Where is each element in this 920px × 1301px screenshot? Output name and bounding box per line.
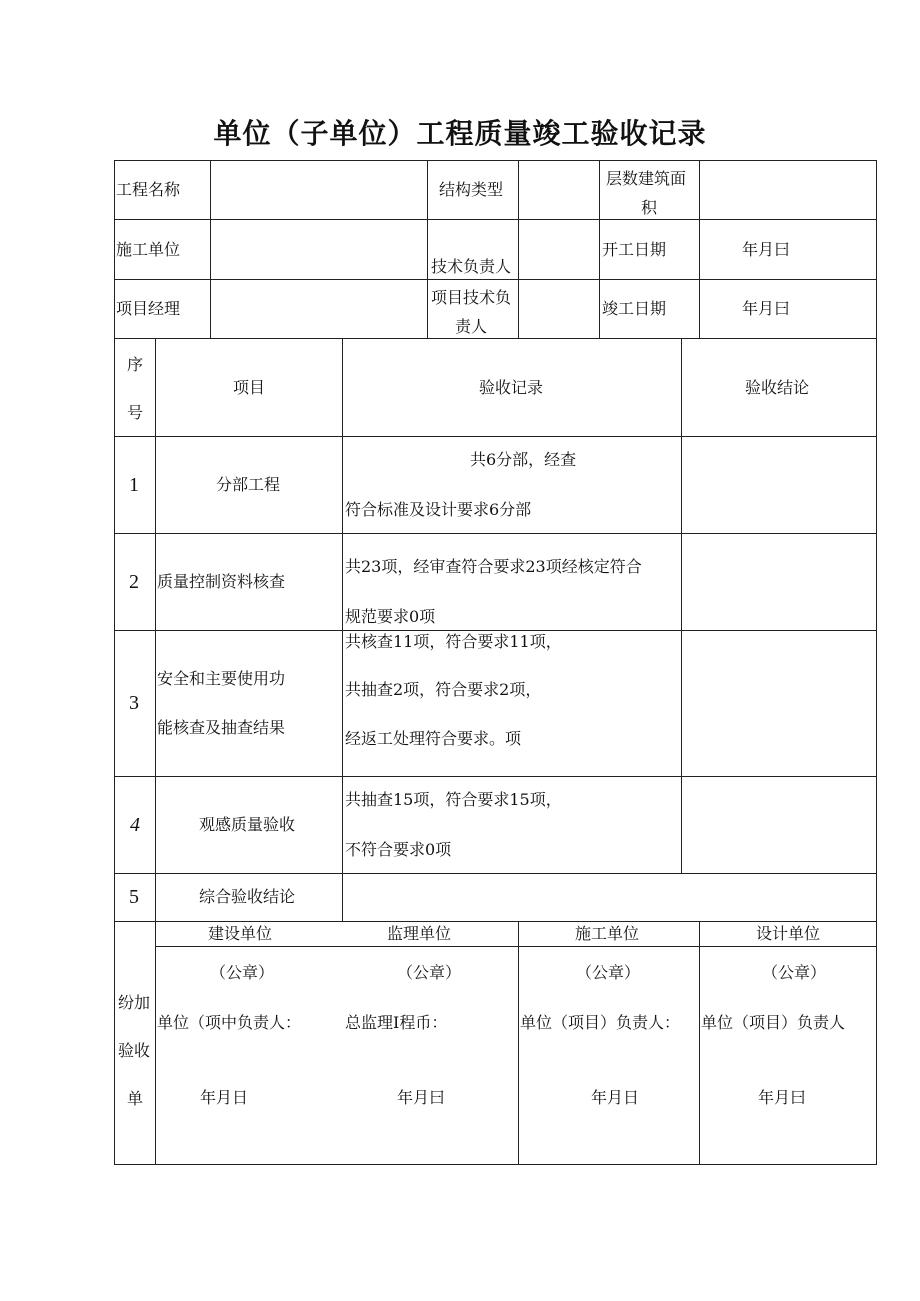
grid-line [599,160,600,338]
construction-unit-label: 施工单位 [116,240,181,259]
grid-line [518,921,519,1165]
completion-date-label: 竣工日期 [602,299,667,318]
row-record-line: 符合标准及设计要求6分部 [345,500,532,519]
row-item: 分部工程 [216,475,281,494]
row-item: 观感质量验收 [199,815,296,834]
grid-line [114,630,877,631]
grid-line [518,160,519,338]
floors-area-label-line2: 积 [641,198,658,217]
project-name-label: 工程名称 [116,180,181,199]
grid-line [114,436,877,437]
unit-name: 设计单位 [756,924,821,943]
completion-date-value: 年月曰 [742,299,791,318]
unit-responsible-person: 单位（项目）负责人 [701,1013,846,1032]
row-item-line: 安全和主要使用功 [157,669,286,688]
item-header: 项目 [233,378,266,397]
signoff-side-label-line2: 验收 [118,1041,151,1060]
row-number: 4 [130,814,140,836]
row-record-line: 共抽查2项，符合要求2项， [345,680,542,699]
signoff-side-label-line3: 单 [127,1089,144,1108]
project-tech-lead-label-line2: 责人 [455,317,488,336]
grid-line [699,160,700,338]
unit-date: 年月曰 [397,1088,446,1107]
start-date-label: 开工日期 [602,240,667,259]
grid-line [114,776,877,777]
grid-line [114,338,877,339]
row-record-line: 共核查11项，符合要求11项， [345,632,562,651]
tech-lead-label: 技术负责人 [431,257,512,276]
row-record-line: 共23项，经审查符合要求23项经核定符合 [345,557,642,576]
row-number: 1 [129,474,139,496]
grid-line [210,160,211,338]
project-tech-lead-label-line1: 项目技术负 [431,288,512,307]
grid-line [114,160,877,161]
row-record-line: 共抽查15项，符合要求15项， [345,790,562,809]
row-item: 综合验收结论 [199,887,296,906]
grid-line [155,338,156,1165]
unit-name: 施工单位 [575,924,640,943]
row-number: 2 [129,571,139,593]
grid-line [114,279,877,280]
signoff-side-label-line1: 纷加 [118,993,151,1012]
row-item-line: 能核查及抽查结果 [157,718,286,737]
grid-line [114,873,877,874]
grid-line [699,921,700,1165]
structure-type-label: 结构类型 [439,180,504,199]
grid-line [114,921,877,922]
page-title: 单位（子单位）工程质量竣工验收记录 [213,117,707,150]
row-number: 5 [129,886,139,908]
grid-line [427,160,428,338]
unit-date: 年月日 [200,1088,249,1107]
grid-line [681,338,682,874]
seq-header-line2: 号 [127,403,144,422]
grid-line [155,946,877,947]
grid-line [114,160,115,1165]
floors-area-label-line1: 层数建筑面 [606,169,687,188]
row-item: 质量控制资料核查 [157,572,286,591]
unit-seal: （公章） [397,963,462,982]
row-record-line: 共6分部，经查 [470,450,577,469]
unit-date: 年月日 [591,1088,640,1107]
grid-line [876,160,877,1165]
conclusion-header: 验收结论 [745,378,810,397]
row-record-line: 规范要求0项 [345,607,436,626]
unit-responsible-person: 单位（项中负责人： [157,1013,302,1032]
row-number: 3 [129,692,139,714]
grid-line [114,219,877,220]
unit-name: 监理单位 [387,924,452,943]
record-header: 验收记录 [479,378,544,397]
grid-line [114,1164,877,1165]
start-date-value: 年月曰 [742,240,791,259]
row-record-line: 经返工处理符合要求。项 [345,729,522,748]
unit-responsible-person: 总监理I程币： [345,1013,448,1032]
grid-line [114,533,877,534]
row-record-line: 不符合要求0项 [345,840,452,859]
unit-seal: （公章） [762,963,827,982]
unit-seal: （公章） [576,963,641,982]
seq-header-line1: 序 [127,355,144,374]
grid-line [342,338,343,922]
project-manager-label: 项目经理 [116,299,181,318]
unit-responsible-person: 单位（项目）负责人： [520,1013,681,1032]
unit-name: 建设单位 [208,924,273,943]
unit-date: 年月曰 [758,1088,807,1107]
unit-seal: （公章） [210,963,275,982]
